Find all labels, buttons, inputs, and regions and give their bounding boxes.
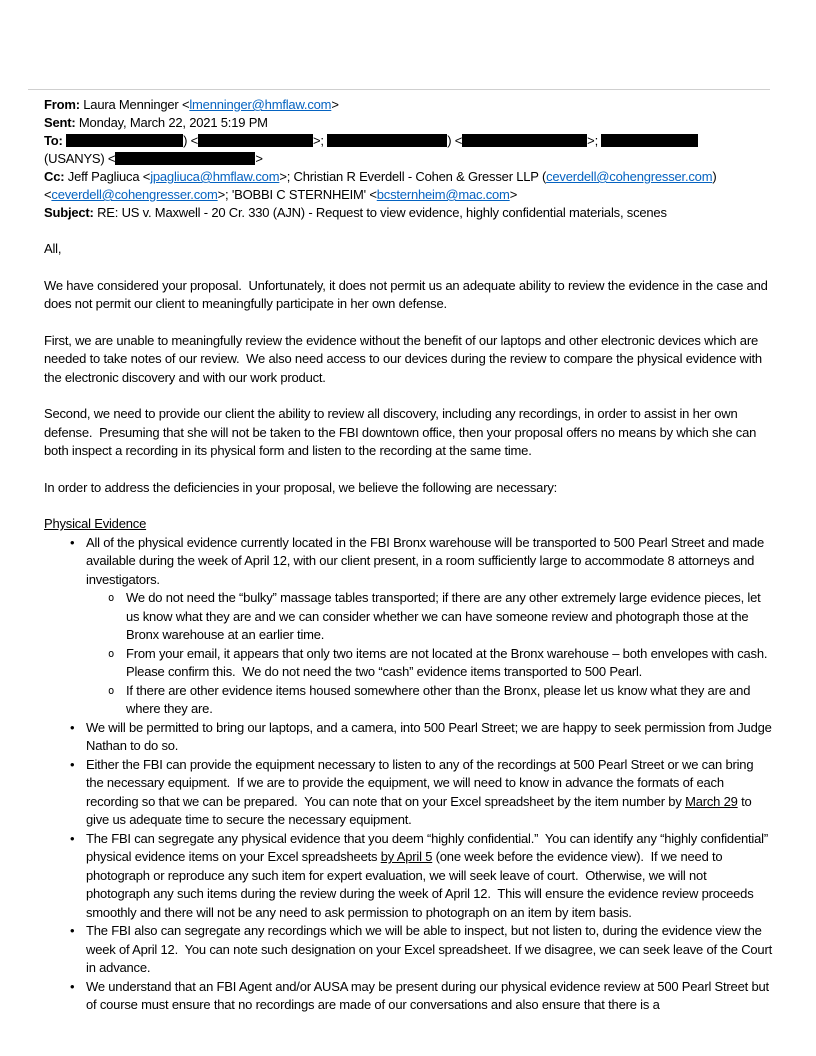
paragraph: We have considered your proposal. Unfortunately, it does not permit us an adequate ability to review the evidence in the case and does not permit our client to meaningfully participate in her own defense. xyxy=(44,277,772,311)
sub-list-item: o If there are other evidence items housed somewhere other than the Bronx, please let us know what they are and where they are. xyxy=(44,682,772,719)
bullet-icon: • xyxy=(70,923,75,938)
redaction-bar xyxy=(198,134,313,147)
paragraph: In order to address the deficiencies in your proposal, we believe the following are necessary: xyxy=(44,479,558,495)
sub-list-item: o From your email, it appears that only two items are not located at the Bronx warehouse – both envelopes with cash. Please confirm this. We do not need the two “cash” evidence items transported to 500 Pearl. xyxy=(44,645,772,682)
redaction-bar xyxy=(327,134,447,147)
header-divider xyxy=(28,89,770,90)
cc-email-link-4[interactable]: bcsternheim@mac.com xyxy=(376,187,510,202)
paragraph: Second, we need to provide our client the ability to review all discovery, including any recordings, in order to assist in her own defense. Presuming that she will not be taken to the FBI downtown office, then your proposal offers no means by which she can both inspect a recording in its physical form and listen to the recording at the same time. xyxy=(44,406,760,458)
from-email-link[interactable]: lmenninger@hmflaw.com xyxy=(189,97,332,112)
list-item: • We understand that an FBI Agent and/or AUSA may be present during our physical evidence review at 500 Pearl Street but of course must ensure that no recordings are made of our conversations and also ensure that there is a xyxy=(44,978,772,1015)
redaction-bar xyxy=(115,152,255,165)
sent-value: Monday, March 22, 2021 5:19 PM xyxy=(75,115,268,130)
to-usanys: (USANYS) < xyxy=(44,151,116,166)
bullet-icon: • xyxy=(70,830,75,846)
email-header xyxy=(44,96,772,222)
circle-bullet-icon: o xyxy=(108,647,115,660)
cc-field: Cc: Jeff Pagliuca <jpagliuca@hmflaw.com>; Christian R Everdell - Cohen & Gresser LLP (ceverdell@cohengresser.com) <ceverdell@cohengresser.com>; 'BOBBI C STERNHEIM' <bcsternheim@mac.com> xyxy=(44,169,717,202)
cc-email-link-3[interactable]: ceverdell@cohengresser.com xyxy=(51,187,218,202)
bullet-icon: • xyxy=(70,756,75,772)
subject-label: Subject: xyxy=(44,205,94,220)
paragraph: First, we are unable to meaningfully review the evidence without the benefit of our laptops and other electronic devices which are needed to take notes of our review. We also need access to our devices during the review to compare the physical evidence with the electronic discovery and with our work product. xyxy=(44,332,766,385)
from-name: Laura Menninger < xyxy=(79,97,190,112)
list-item: • Either the FBI can provide the equipment necessary to listen to any of the recordings at 500 Pearl Street or we can bring the necessary equipment. If we are to provide the equipment, we will need to know in advance the formats of each recording so that we can be prepared. You can note that on your Excel spreadsheet by the item number by March 29 to give us adequate time to secure the necessary equipment. xyxy=(44,756,772,830)
from-label: From: xyxy=(44,97,80,112)
sub-list-item: o We do not need the “bulky” massage tables transported; if there are any other extremely large evidence pieces, let us know what they are and we can consider whether we can have someone review and photograph those at the Bronx warehouse at an earlier time. xyxy=(44,589,772,645)
bullet-icon: • xyxy=(70,534,75,550)
cc-email-link-2[interactable]: ceverdell@cohengresser.com xyxy=(546,169,713,184)
sent-field xyxy=(44,114,772,132)
to-label: To: xyxy=(44,133,63,148)
redaction-bar xyxy=(601,134,698,147)
list-item: • The FBI also can segregate any recordings which we will be able to inspect, but not listen to, during the evidence view the week of April 12. You can note such designation on your Excel spreadsheet. If we disagree, we can seek leave of the Court in advance. xyxy=(44,922,772,978)
list-item: • All of the physical evidence currently located in the FBI Bronx warehouse will be transported to 500 Pearl Street and made available during the week of April 12, with our client present, in a room sufficiently large to accommodate 8 attorneys and investigators. xyxy=(44,534,772,590)
sent-label: Sent: xyxy=(44,115,76,130)
evidence-list xyxy=(44,534,776,1015)
underlined-date: March 29 xyxy=(685,793,738,809)
cc-label: Cc: xyxy=(44,169,65,184)
redaction-bar xyxy=(66,134,183,147)
circle-bullet-icon: o xyxy=(108,684,115,697)
subject-field xyxy=(44,204,772,222)
underlined-date: by April 5 xyxy=(380,849,433,864)
from-field: From: Laura Menninger <lmenninger@hmflaw.com> xyxy=(44,97,339,112)
to-field: To: ) < >; ) < >; (USANYS) < > xyxy=(44,132,772,168)
cc-email-link-1[interactable]: jpagliuca@hmflaw.com xyxy=(150,169,280,184)
list-item: • The FBI can segregate any physical evidence that you deem “highly confidential.” You can identify any “highly confidential” physical evidence items on your Excel spreadsheets by April 5 (one week before the evidence view). If we need to photograph or reproduce any such item for expert evaluation, we will seek leave of court. Otherwise, we will not photograph any such items during the review during the week of April 12. This will ensure the evidence review proceeds smoothly and there will not be any need to ask permission to photograph on an item by item basis. xyxy=(44,830,772,923)
email-body xyxy=(44,240,776,1015)
circle-bullet-icon: o xyxy=(108,592,115,604)
list-item: • We will be permitted to bring our laptops, and a camera, into 500 Pearl Street; we are happy to seek permission from Judge Nathan to do so. xyxy=(44,719,772,756)
subject-value: RE: US v. Maxwell - 20 Cr. 330 (AJN) - Request to view evidence, highly confidential materials, scenes xyxy=(93,205,667,220)
redaction-bar xyxy=(462,134,587,147)
salutation: All, xyxy=(44,241,62,256)
section-heading: Physical Evidence xyxy=(44,516,147,531)
bullet-icon: • xyxy=(70,719,75,735)
bullet-icon: • xyxy=(70,978,75,994)
